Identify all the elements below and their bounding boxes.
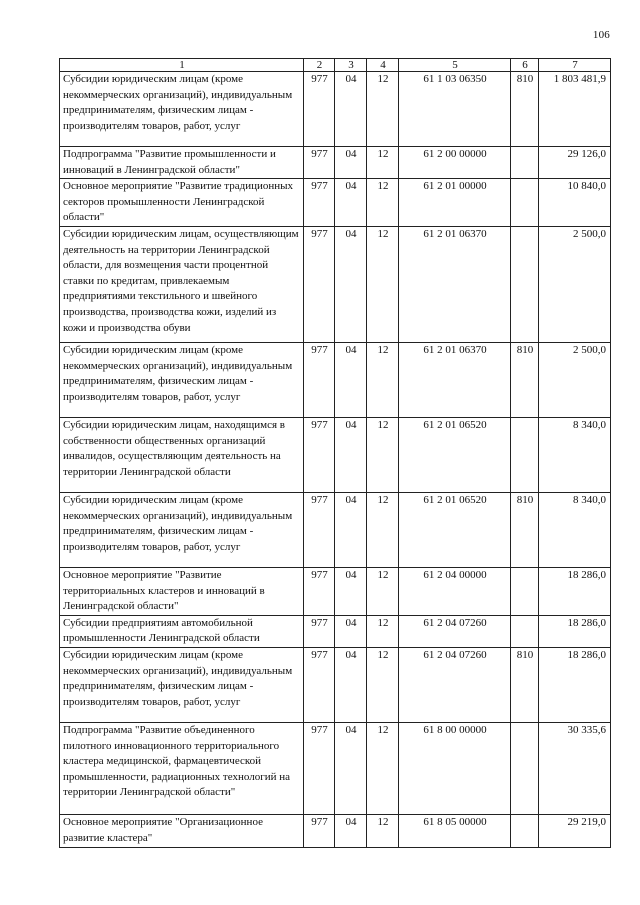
row-c5: 61 2 00 00000 [399, 147, 511, 179]
row-c5: 61 2 01 06370 [399, 342, 511, 417]
row-c2: 977 [304, 417, 335, 492]
table-row [60, 342, 611, 417]
row-amount: 2 500,0 [539, 342, 611, 417]
row-c2: 977 [304, 615, 335, 647]
row-amount: 29 219,0 [539, 814, 611, 847]
table-row [60, 226, 611, 342]
row-c2: 977 [304, 179, 335, 227]
row-name: Субсидии юридическим лицам (кроме некоммерческих организаций), индивидуальным предпринимателям, физическим лицам - производителям товаров, работ, услуг [60, 492, 304, 567]
header-cell: 3 [335, 59, 367, 72]
row-c6 [511, 814, 539, 847]
row-amount: 1 803 481,9 [539, 72, 611, 147]
row-c5: 61 2 01 06520 [399, 417, 511, 492]
budget-table [59, 58, 611, 848]
row-c4: 12 [367, 722, 399, 814]
row-name: Субсидии предприятиям автомобильной промышленности Ленинградской области [60, 615, 304, 647]
row-amount: 29 126,0 [539, 147, 611, 179]
row-c2: 977 [304, 72, 335, 147]
table-row [60, 179, 611, 227]
row-c5: 61 2 04 07260 [399, 647, 511, 722]
row-c6: 810 [511, 492, 539, 567]
row-c3: 04 [335, 615, 367, 647]
row-c2: 977 [304, 814, 335, 847]
row-c4: 12 [367, 226, 399, 342]
row-c4: 12 [367, 179, 399, 227]
row-c6 [511, 615, 539, 647]
header-cell: 6 [511, 59, 539, 72]
row-c4: 12 [367, 417, 399, 492]
row-c3: 04 [335, 567, 367, 615]
header-cell: 4 [367, 59, 399, 72]
row-c2: 977 [304, 342, 335, 417]
row-name: Подпрограмма "Развитие объединенного пилотного инновационного территориального кластера медицинской, фармацевтической промышленности, радиационных технологий на территории Ленинградской области" [60, 722, 304, 814]
table-row [60, 72, 611, 147]
row-c3: 04 [335, 342, 367, 417]
row-c4: 12 [367, 647, 399, 722]
row-c6 [511, 226, 539, 342]
row-name: Субсидии юридическим лицам (кроме некоммерческих организаций), индивидуальным предпринимателям, физическим лицам - производителям товаров, работ, услуг [60, 342, 304, 417]
row-c6: 810 [511, 647, 539, 722]
row-amount: 18 286,0 [539, 615, 611, 647]
header-cell: 7 [539, 59, 611, 72]
row-amount: 8 340,0 [539, 492, 611, 567]
row-c3: 04 [335, 814, 367, 847]
table-row [60, 647, 611, 722]
row-c6 [511, 417, 539, 492]
row-c3: 04 [335, 647, 367, 722]
row-c4: 12 [367, 342, 399, 417]
row-name: Субсидии юридическим лицам, осуществляющим деятельность на территории Ленинградской области, для возмещения части процентной ставки по кредитам, привлекаемым предприятиями текстильного и швейного производства, производства кожи, изделий из кожи и производства обуви [60, 226, 304, 342]
row-c2: 977 [304, 722, 335, 814]
header-cell: 2 [304, 59, 335, 72]
table-row [60, 417, 611, 492]
row-c4: 12 [367, 567, 399, 615]
row-c4: 12 [367, 147, 399, 179]
row-c6 [511, 722, 539, 814]
row-c2: 977 [304, 647, 335, 722]
row-c3: 04 [335, 179, 367, 227]
table-row [60, 147, 611, 179]
row-amount: 2 500,0 [539, 226, 611, 342]
row-amount: 18 286,0 [539, 647, 611, 722]
row-c5: 61 1 03 06350 [399, 72, 511, 147]
row-c5: 61 2 01 06370 [399, 226, 511, 342]
row-c5: 61 2 04 00000 [399, 567, 511, 615]
row-name: Субсидии юридическим лицам (кроме некоммерческих организаций), индивидуальным предпринимателям, физическим лицам - производителям товаров, работ, услуг [60, 72, 304, 147]
row-c5: 61 8 00 00000 [399, 722, 511, 814]
row-name: Основное мероприятие "Организационное развитие кластера" [60, 814, 304, 847]
row-amount: 10 840,0 [539, 179, 611, 227]
row-c3: 04 [335, 492, 367, 567]
header-cell: 5 [399, 59, 511, 72]
row-c5: 61 8 05 00000 [399, 814, 511, 847]
row-c3: 04 [335, 147, 367, 179]
table-row [60, 814, 611, 847]
table-row [60, 492, 611, 567]
page-number: 106 [592, 29, 610, 41]
row-c2: 977 [304, 147, 335, 179]
row-c2: 977 [304, 567, 335, 615]
row-c6: 810 [511, 72, 539, 147]
row-c4: 12 [367, 814, 399, 847]
table-row [60, 615, 611, 647]
row-amount: 8 340,0 [539, 417, 611, 492]
row-c5: 61 2 04 07260 [399, 615, 511, 647]
row-amount: 18 286,0 [539, 567, 611, 615]
row-c4: 12 [367, 72, 399, 147]
row-c3: 04 [335, 722, 367, 814]
row-c5: 61 2 01 06520 [399, 492, 511, 567]
row-amount: 30 335,6 [539, 722, 611, 814]
row-name: Основное мероприятие "Развитие традиционных секторов промышленности Ленинградской области" [60, 179, 304, 227]
row-c3: 04 [335, 226, 367, 342]
table-row [60, 722, 611, 814]
row-c4: 12 [367, 615, 399, 647]
row-name: Подпрограмма "Развитие промышленности и инноваций в Ленинградской области" [60, 147, 304, 179]
row-c6 [511, 179, 539, 227]
row-c6 [511, 147, 539, 179]
row-c3: 04 [335, 72, 367, 147]
row-name: Субсидии юридическим лицам (кроме некоммерческих организаций), индивидуальным предпринимателям, физическим лицам - производителям товаров, работ, услуг [60, 647, 304, 722]
row-c5: 61 2 01 00000 [399, 179, 511, 227]
row-name: Субсидии юридическим лицам, находящимся в собственности общественных организаций инвалидов, осуществляющим деятельность на территории Ленинградской области [60, 417, 304, 492]
row-c6 [511, 567, 539, 615]
header-row [60, 59, 611, 72]
table-row [60, 567, 611, 615]
row-c4: 12 [367, 492, 399, 567]
row-c3: 04 [335, 417, 367, 492]
row-name: Основное мероприятие "Развитие территориальных кластеров и инноваций в Ленинградской области" [60, 567, 304, 615]
row-c2: 977 [304, 226, 335, 342]
header-cell: 1 [60, 59, 304, 72]
row-c2: 977 [304, 492, 335, 567]
row-c6: 810 [511, 342, 539, 417]
